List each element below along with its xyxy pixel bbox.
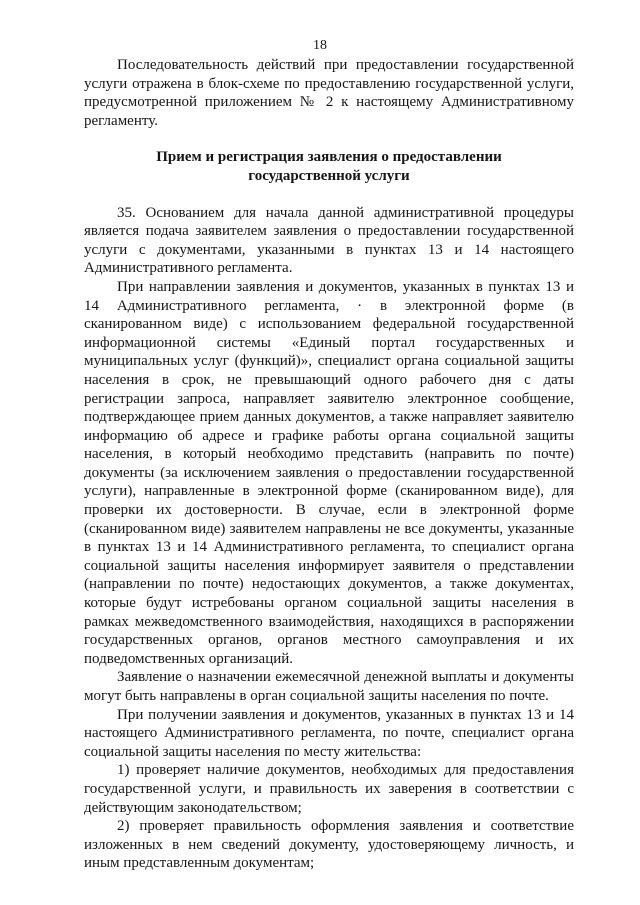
document-body (84, 56, 574, 873)
paragraph-35: 35. Основанием для начала данной административной процедуры является подача заявителем заявления о предоставлении государственной услуги с документами, указанными в пунктах 13 и 14 настоящего Административного регламента. (84, 204, 574, 277)
section-heading (84, 148, 574, 185)
list-item-2: 2) проверяет правильность оформления заявления и соответствие изложенных в нем сведений документу, удостоверяющему личность, и иным представленным документам; (84, 818, 574, 872)
paragraph-sequence-of-actions: Последовательность действий при предоставлении государственной услуги отражена в блок-схеме по предоставлению государственной услуги, предусмотренной приложением № 2 к настоящему Административному регламенту. (84, 57, 574, 129)
section-heading-line-2: государственной услуги (248, 167, 410, 184)
section-heading-line-1: Прием и регистрация заявления о предоставлении (156, 149, 502, 166)
list-item-1: 1) проверяет наличие документов, необходимых для предоставления государственной услуги, и правильность их заверения в соответствии с действующим законодательством; (84, 762, 574, 816)
paragraph-electronic-submission: При направлении заявления и документов, указанных в пунктах 13 и 14 Административного регламента, · в электронной форме (в сканированном виде) с использованием федеральной государственной информационной системы «Единый портал государственных и муниципальных услуг (функций)», специалист органа социальной защиты населения в срок, не превышающий одного рабочего дня с даты регистрации запроса, направляет заявителю электронное сообщение, подтверждающее прием данных документов, а также направляет заявителю информацию об адресе и графике работы органа социальной защиты населения, в который необходимо представить (направить по почте) документы (за исключением заявления о предоставлении государственной услуги), направленные в электронной форме (сканированном виде), для проверки их достоверности. В случае, если в электронной форме (сканированном виде) заявителем направлены не все документы, указанные в пунктах 13 и 14 Административного регламента, то специалист органа социальной защиты населения информирует заявителя о представлении (направлении по почте) недостающих документов, а также документах, которые будут истребованы органом социальной защиты населения в рамках межведомственного взаимодействия, находящихся в распоряжении государственных органов, органов местного самоуправления и их подведомственных организаций. (84, 278, 574, 667)
paragraph-receipt-by-post: При получении заявления и документов, указанных в пунктах 13 и 14 настоящего Административного регламента, по почте, специалист органа социальной защиты населения по месту жительства: (84, 706, 574, 760)
page-number: 18 (313, 38, 327, 53)
paragraph-postal-submission: Заявление о назначении ежемесячной денежной выплаты и документы могут быть направлены в орган социальной защиты населения по почте. (84, 669, 574, 704)
